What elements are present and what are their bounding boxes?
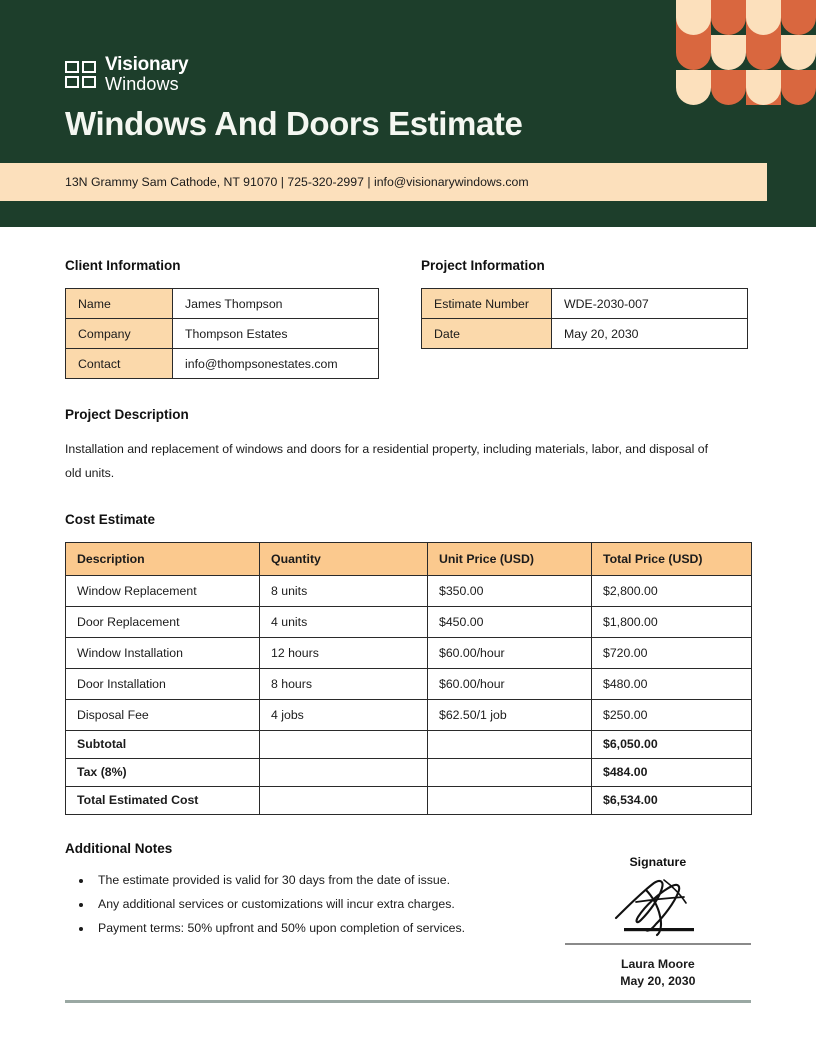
project-description-block bbox=[65, 407, 751, 486]
column-header: Description bbox=[66, 542, 260, 575]
table-row bbox=[66, 575, 752, 606]
line-quantity: 12 hours bbox=[260, 637, 428, 668]
table-row bbox=[422, 289, 748, 319]
additional-notes-heading: Additional Notes bbox=[65, 840, 173, 856]
line-description: Door Installation bbox=[66, 668, 260, 699]
table-row bbox=[66, 349, 379, 379]
dome-shape bbox=[781, 70, 816, 105]
table-row bbox=[66, 289, 379, 319]
info-key: Date bbox=[422, 319, 552, 349]
table-header-row bbox=[66, 542, 752, 575]
cost-estimate-body bbox=[66, 575, 752, 814]
line-description: Disposal Fee bbox=[66, 699, 260, 730]
line-quantity: 4 jobs bbox=[260, 699, 428, 730]
dome-shape bbox=[746, 0, 781, 35]
project-description-text: Installation and replacement of windows and doors for a residential property, including materials, labor, and disposal of old units. bbox=[65, 442, 708, 480]
info-key: Company bbox=[66, 319, 173, 349]
dome-shape bbox=[746, 70, 781, 105]
line-description: Door Replacement bbox=[66, 606, 260, 637]
list-item: • Payment terms: 50% upfront and 50% upon completion of services. bbox=[93, 917, 487, 941]
summary-blank bbox=[260, 730, 428, 758]
summary-label: Total Estimated Cost bbox=[66, 786, 260, 814]
line-total-price: $720.00 bbox=[592, 637, 752, 668]
company-logo bbox=[65, 55, 188, 93]
signature-block bbox=[565, 841, 751, 989]
summary-label: Subtotal bbox=[66, 730, 260, 758]
client-information-body bbox=[66, 289, 379, 379]
project-information-block bbox=[421, 258, 748, 379]
handwritten-signature-icon bbox=[565, 869, 751, 941]
info-value: WDE-2030-007 bbox=[552, 289, 748, 319]
information-section bbox=[65, 258, 751, 379]
contact-line: 13N Grammy Sam Cathode, NT 91070 | 725-320-2997 | info@visionarywindows.com bbox=[65, 175, 529, 189]
dome-shape bbox=[676, 35, 711, 70]
line-total-price: $250.00 bbox=[592, 699, 752, 730]
dome-cell bbox=[711, 0, 746, 35]
summary-row bbox=[66, 758, 752, 786]
dome-cell bbox=[781, 0, 816, 35]
dome-shape bbox=[781, 35, 816, 70]
signature-date: May 20, 2030 bbox=[620, 973, 696, 988]
cost-estimate-table bbox=[65, 542, 752, 815]
table-row bbox=[66, 637, 752, 668]
line-unit-price: $350.00 bbox=[428, 575, 592, 606]
info-value: James Thompson bbox=[173, 289, 379, 319]
line-quantity: 8 units bbox=[260, 575, 428, 606]
dome-shape bbox=[781, 0, 816, 35]
info-key: Estimate Number bbox=[422, 289, 552, 319]
client-information-heading: Client Information bbox=[65, 258, 181, 273]
dome-cell bbox=[746, 70, 781, 105]
summary-blank bbox=[260, 786, 428, 814]
summary-blank bbox=[428, 786, 592, 814]
client-information-table bbox=[65, 288, 379, 379]
dome-shape bbox=[711, 70, 746, 105]
dome-cell bbox=[676, 35, 711, 70]
project-information-heading: Project Information bbox=[421, 258, 545, 273]
column-header: Total Price (USD) bbox=[592, 542, 752, 575]
project-information-body bbox=[422, 289, 748, 349]
additional-notes-block bbox=[65, 841, 487, 989]
column-header: Quantity bbox=[260, 542, 428, 575]
table-row bbox=[66, 606, 752, 637]
summary-amount: $484.00 bbox=[592, 758, 752, 786]
info-value: Thompson Estates bbox=[173, 319, 379, 349]
signature-name: Laura Moore bbox=[620, 956, 695, 971]
line-description: Window Replacement bbox=[66, 575, 260, 606]
line-total-price: $2,800.00 bbox=[592, 575, 752, 606]
line-total-price: $1,800.00 bbox=[592, 606, 752, 637]
summary-amount: $6,534.00 bbox=[592, 786, 752, 814]
table-row bbox=[422, 319, 748, 349]
dome-shape bbox=[711, 0, 746, 35]
project-description-heading: Project Description bbox=[65, 407, 189, 422]
dome-shape bbox=[676, 0, 711, 35]
dome-cell bbox=[711, 35, 746, 70]
table-row bbox=[66, 668, 752, 699]
dome-shape bbox=[676, 70, 711, 105]
info-value: May 20, 2030 bbox=[552, 319, 748, 349]
dome-shape bbox=[746, 35, 781, 70]
signature-rule bbox=[565, 943, 751, 945]
logo-name-line2: Windows bbox=[105, 74, 179, 94]
line-quantity: 4 units bbox=[260, 606, 428, 637]
line-total-price: $480.00 bbox=[592, 668, 752, 699]
summary-row bbox=[66, 730, 752, 758]
summary-blank bbox=[260, 758, 428, 786]
summary-blank bbox=[428, 730, 592, 758]
summary-amount: $6,050.00 bbox=[592, 730, 752, 758]
line-unit-price: $60.00/hour bbox=[428, 637, 592, 668]
line-unit-price: $60.00/hour bbox=[428, 668, 592, 699]
table-row bbox=[66, 319, 379, 349]
summary-row bbox=[66, 786, 752, 814]
client-information-block bbox=[65, 258, 379, 379]
summary-label: Tax (8%) bbox=[66, 758, 260, 786]
cost-estimate-heading: Cost Estimate bbox=[65, 511, 156, 527]
dome-grid-pattern-icon bbox=[676, 0, 816, 105]
info-key: Name bbox=[66, 289, 173, 319]
info-value: info@thompsonestates.com bbox=[173, 349, 379, 379]
info-key: Contact bbox=[66, 349, 173, 379]
project-information-table bbox=[421, 288, 748, 349]
dome-cell bbox=[676, 70, 711, 105]
cost-estimate-block bbox=[65, 512, 751, 815]
dome-cell bbox=[711, 70, 746, 105]
cost-estimate-head bbox=[66, 542, 752, 575]
window-panes-icon bbox=[65, 61, 96, 88]
list-item: • Any additional services or customizations will incur extra charges. bbox=[93, 893, 487, 917]
line-description: Window Installation bbox=[66, 637, 260, 668]
line-unit-price: $450.00 bbox=[428, 606, 592, 637]
document-header bbox=[0, 0, 816, 227]
table-row bbox=[66, 699, 752, 730]
line-quantity: 8 hours bbox=[260, 668, 428, 699]
column-header: Unit Price (USD) bbox=[428, 542, 592, 575]
logo-name-line1: Visionary bbox=[105, 54, 189, 75]
line-unit-price: $62.50/1 job bbox=[428, 699, 592, 730]
dome-cell bbox=[676, 0, 711, 35]
document-body bbox=[0, 258, 816, 989]
dome-cell bbox=[781, 35, 816, 70]
dome-cell bbox=[746, 0, 781, 35]
additional-notes-list bbox=[65, 869, 487, 941]
dome-cell bbox=[781, 70, 816, 105]
footer-divider bbox=[65, 1000, 751, 1003]
signature-label: Signature bbox=[629, 854, 687, 869]
contact-bar bbox=[0, 163, 767, 201]
page-title: Windows And Doors Estimate bbox=[65, 105, 523, 142]
summary-blank bbox=[428, 758, 592, 786]
notes-signature-section bbox=[65, 841, 751, 989]
dome-shape bbox=[711, 35, 746, 70]
list-item: • The estimate provided is valid for 30 days from the date of issue. bbox=[93, 869, 487, 893]
footer bbox=[0, 1000, 816, 1003]
dome-cell bbox=[746, 35, 781, 70]
